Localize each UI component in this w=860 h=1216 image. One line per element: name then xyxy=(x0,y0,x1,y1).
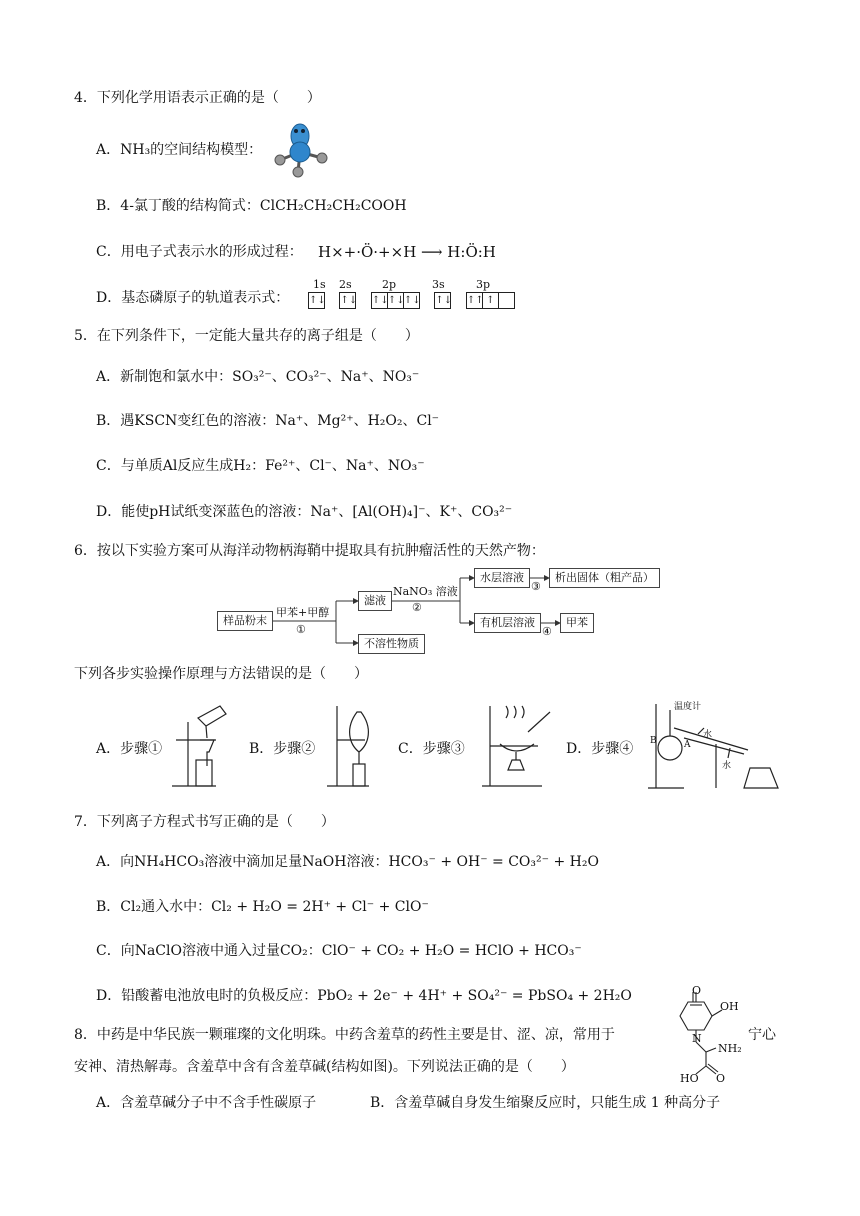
struct-label-oh: OH xyxy=(720,1000,739,1013)
struct-label-nh2: NH₂ xyxy=(718,1042,742,1055)
struct-label-o2: O xyxy=(716,1072,726,1085)
q4-option-b: B．4-氯丁酸的结构简式：ClCH₂CH₂CH₂COOH xyxy=(96,198,407,214)
q7-option-a: A．向NH₄HCO₃溶液中滴加足量NaOH溶液：HCO₃⁻ + OH⁻ = CO₃²⁻ + H₂O xyxy=(96,854,599,870)
thermometer-label: 温度计 xyxy=(674,702,702,712)
orbital-box-2p-2: ↑↓ xyxy=(387,292,404,309)
q7-option-c: C．向NaClO溶液中通入过量CO₂：ClO⁻ + CO₂ + H₂O = HClO + HCO₃⁻ xyxy=(96,943,582,959)
flow-step-4: ④ xyxy=(542,625,552,638)
orbital-box-1s: ↑↓ xyxy=(308,292,325,309)
flow-organic-layer: 有机层溶液 xyxy=(474,613,541,633)
orbital-box-3p-2: ↑ xyxy=(482,292,499,309)
orbital-box-2p-3: ↑↓ xyxy=(403,292,420,309)
flow-aqueous-layer: 水层溶液 xyxy=(474,568,530,588)
q6-option-c: C．步骤③ xyxy=(398,741,465,757)
label-a: A xyxy=(684,740,691,750)
orbital-box-2s: ↑↓ xyxy=(339,292,356,309)
struct-label-o: O xyxy=(692,984,702,997)
flow-reagent-1: 甲苯+甲醇 xyxy=(276,606,330,619)
q8-option-a: A．含羞草碱分子中不含手性碳原子 xyxy=(96,1095,317,1111)
q7-option-b: B．Cl₂通入水中：Cl₂ + H₂O = 2H⁺ + Cl⁻ + ClO⁻ xyxy=(96,899,429,915)
q6-option-b: B．步骤② xyxy=(249,741,316,757)
q6-question: 下列各步实验操作原理与方法错误的是（ ） xyxy=(74,666,368,682)
label-b: B xyxy=(650,736,657,746)
q5-option-c: C．与单质Al反应生成H₂：Fe²⁺、Cl⁻、Na⁺、NO₃⁻ xyxy=(96,458,425,474)
orbital-box-2p-1: ↑↓ xyxy=(371,292,388,309)
q6-stem: 6．按以下实验方案可从海洋动物柄海鞘中提取具有抗肿瘤活性的天然产物： xyxy=(74,543,545,559)
q5-option-b: B．遇KSCN变红色的溶液：Na⁺、Mg²⁺、H₂O₂、Cl⁻ xyxy=(96,413,440,429)
flow-step-3: ③ xyxy=(531,580,541,593)
q7-stem: 7．下列离子方程式书写正确的是（ ） xyxy=(74,814,335,830)
q6-option-d: D．步骤④ xyxy=(566,741,634,757)
orbital-label-2p: 2p xyxy=(382,278,397,291)
struct-label-n: N xyxy=(692,1032,702,1045)
q8-line-1-tail: 宁心 xyxy=(748,1027,776,1043)
orbital-label-1s: 1s xyxy=(313,278,326,291)
separatory-funnel-image xyxy=(325,704,385,790)
orbital-box-3p-1: ↑↑ xyxy=(466,292,483,309)
q8-option-b: B．含羞草碱自身发生缩聚反应时，只能生成 1 种高分子 xyxy=(370,1095,721,1111)
q4-option-a: A．NH₃的空间结构模型： xyxy=(96,142,263,158)
flow-reagent-2: NaNO₃ 溶液 xyxy=(393,585,458,598)
orbital-label-3s: 3s xyxy=(432,278,445,291)
q6-option-a: A．步骤① xyxy=(96,741,163,757)
q4-option-d-label: D．基态磷原子的轨道表示式： xyxy=(96,290,290,306)
q5-option-d: D．能使pH试纸变深蓝色的溶液：Na⁺、[Al(OH)₄]⁻、K⁺、CO₃²⁻ xyxy=(96,504,513,520)
distillation-apparatus-image xyxy=(644,698,784,792)
q5-option-a: A．新制饱和氯水中：SO₃²⁻、CO₃²⁻、Na⁺、NO₃⁻ xyxy=(96,369,420,385)
q4-stem: 4．下列化学用语表示正确的是（ ） xyxy=(74,90,321,106)
flow-step-1: ① xyxy=(296,623,306,636)
water-label-bottom: 水 xyxy=(722,761,732,771)
orbital-box-3s: ↑↓ xyxy=(434,292,451,309)
flow-sample-powder: 样品粉末 xyxy=(217,611,273,631)
filtration-apparatus-image xyxy=(170,704,232,790)
orbital-label-2s: 2s xyxy=(339,278,352,291)
flow-filtrate: 滤液 xyxy=(358,591,392,611)
struct-label-ho: HO xyxy=(680,1072,699,1085)
evaporation-apparatus-image xyxy=(478,700,560,790)
flow-solid: 析出固体（粗产品） xyxy=(549,568,660,588)
q7-option-d: D．铅酸蓄电池放电时的负极反应：PbO₂ + 2e⁻ + 4H⁺ + SO₄²⁻ = PbSO₄ + 2H₂O xyxy=(96,988,632,1004)
flow-toluene: 甲苯 xyxy=(560,613,594,633)
q8-line-1: 8．中药是中华民族一颗璀璨的文化明珠。中药含羞草的药性主要是甘、涩、凉，常用于 xyxy=(74,1027,615,1043)
q8-line-2: 安神、清热解毒。含羞草中含有含羞草碱(结构如图)。下列说法正确的是（ ） xyxy=(74,1059,575,1075)
q5-stem: 5．在下列条件下，一定能大量共存的离子组是（ ） xyxy=(74,328,419,344)
water-label-top: 水 xyxy=(703,730,713,740)
flow-step-2: ② xyxy=(412,601,422,614)
q4-option-c-label: C．用电子式表示水的形成过程： xyxy=(96,244,303,260)
orbital-label-3p: 3p xyxy=(476,278,491,291)
water-formation-equation: H×+·Ö·+×H ⟶ H:Ö:H xyxy=(318,243,496,261)
flow-insoluble: 不溶性物质 xyxy=(358,634,425,654)
mimosine-structure-image xyxy=(662,980,742,1088)
